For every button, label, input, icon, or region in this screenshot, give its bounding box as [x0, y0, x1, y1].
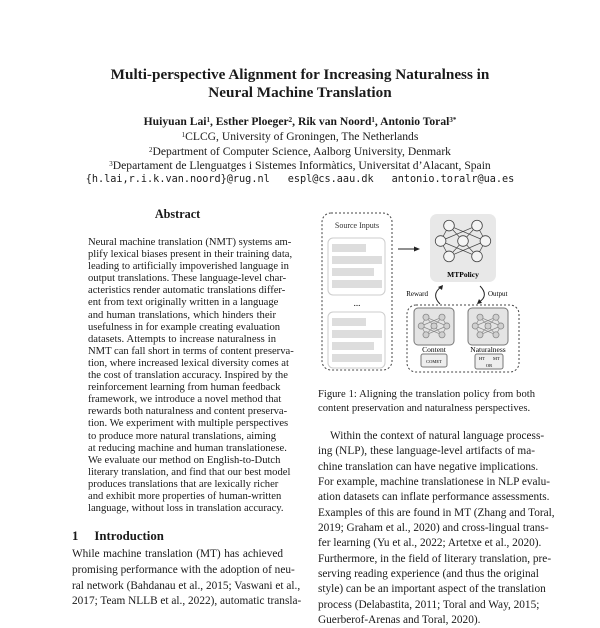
- author-affil-mark: 1: [371, 116, 375, 124]
- affil-text: Department of Computer Science, Aalborg University, Denmark: [152, 144, 451, 158]
- author-name: Rik van Noord: [297, 115, 372, 128]
- network-node: [458, 236, 469, 247]
- text-line: Neural machine translation (NMT) systems am-: [88, 237, 292, 248]
- arrow-head: [414, 247, 420, 252]
- text-line: and exhibit more properties of human-written: [88, 490, 282, 502]
- text-line: NMT can fall short in terms of content preserva-: [88, 345, 294, 357]
- network-node: [431, 323, 437, 329]
- author-list: Huiyuan Lai$^1$, Esther Ploeger$^2$, Rik van Noord$^1$, Antonio Toral$^{3*}$: [143, 115, 457, 128]
- text-line: leading to artificially impoverished language in: [88, 261, 289, 273]
- email[interactable]: {h.lai,r.i.k.van.noord}@rug.nl: [85, 174, 270, 185]
- text-bar: [332, 268, 374, 276]
- text-line: Figure 1: Aligning the translation policy from both: [318, 389, 535, 400]
- network-node: [418, 323, 424, 329]
- author: [380, 115, 456, 128]
- text-line: language, without loss in translation accuracy.: [88, 503, 284, 515]
- author-name: Antonio Toral: [380, 115, 450, 128]
- text-line: ing (NLP), these language-level artifacts of ma-: [318, 445, 535, 458]
- introduction-body: [72, 547, 302, 610]
- network-node: [493, 332, 499, 338]
- author-name: Huiyuan Lai: [143, 115, 207, 128]
- text-line: datasets. Attempts to increase naturalness in: [88, 333, 276, 345]
- author-affil-mark: 1: [206, 116, 210, 124]
- section-heading-introduction: [72, 529, 164, 544]
- text-line: ent from text originally written in a language: [88, 297, 279, 309]
- affiliation: [0, 130, 600, 145]
- text-line: We evaluate our method on English-to-Dutch: [88, 454, 281, 466]
- text-line: reinforcement learning from human feedback: [88, 382, 281, 394]
- network-node: [444, 251, 455, 262]
- naturalness-label: Naturalness: [470, 345, 506, 354]
- text-line: fer learning (Yu et al., 2022; Artetxe et al., 2020).: [318, 537, 542, 550]
- author: [298, 115, 375, 128]
- text-bar: [332, 280, 382, 288]
- network-node: [493, 314, 499, 320]
- affil-mark: 1: [181, 131, 186, 139]
- text-line: 2017; Team NLLB et al., 2022), automatic transla-: [72, 595, 302, 608]
- text-line: output translations. These language-level char-: [88, 273, 287, 285]
- text-line: ation datasets can inflate performance assessments.: [318, 491, 550, 504]
- network-node: [472, 220, 483, 231]
- reward-arrow: [436, 287, 441, 304]
- text-line: chine translation can have negative implications.: [318, 460, 539, 473]
- text-line: framework, we introduce a novel method that: [88, 394, 282, 406]
- author-name: Esther Ploeger: [215, 115, 289, 128]
- source-inputs-label: Source Inputs: [334, 221, 380, 230]
- text-line: For example, machine translationese in NLP evalu-: [318, 476, 551, 489]
- network-node: [477, 332, 483, 338]
- text-bar: [332, 318, 366, 326]
- text-line: produces translations that are lexically richer: [88, 478, 279, 490]
- paper-title: [0, 66, 600, 102]
- text-bar: [332, 244, 366, 252]
- network-node: [444, 220, 455, 231]
- right-column-body: [318, 429, 555, 628]
- text-line: ral network (Bahdanau et al., 2015; Vaswani et al.,: [72, 579, 301, 592]
- text-line: 2019; Graham et al., 2020) and cross-lingual trans-: [318, 522, 549, 535]
- author-affil-mark: 2: [288, 116, 293, 124]
- text-line: tion, where increased lexical diversity comes at: [88, 357, 289, 369]
- affil-mark: 3: [109, 160, 113, 169]
- text-line: While machine translation (MT) has achieved: [72, 548, 283, 560]
- output-arrow: [479, 286, 484, 302]
- network-node: [423, 332, 429, 338]
- affiliation: [0, 145, 600, 160]
- text-line: content preservation and naturalness perspectives.: [318, 403, 531, 414]
- section-title: Introduction: [94, 529, 164, 543]
- network-node: [472, 323, 478, 329]
- text-line: acteristics render automatic translations differ-: [88, 285, 286, 297]
- author-affil-mark: 3*: [449, 116, 457, 124]
- network-node: [480, 236, 491, 247]
- title-line: Multi-perspective Alignment for Increasing Naturalness in: [110, 66, 490, 83]
- ht-label: HT: [479, 356, 485, 361]
- comet-label: COMET: [426, 359, 442, 364]
- author: [216, 115, 292, 128]
- title-line: Neural Machine Translation: [208, 84, 392, 101]
- text-line: usefulness in for example creating evaluation: [88, 321, 281, 333]
- text-line: promising performance with the adoption of neu-: [72, 563, 295, 576]
- arrow-head: [477, 299, 482, 304]
- text-line: rewards both naturalness and content preserva-: [88, 406, 288, 418]
- reward-label: Reward: [406, 290, 428, 298]
- figure-1-caption: [318, 388, 535, 416]
- text-line: at reducing machine and human translationese.: [88, 442, 287, 454]
- email[interactable]: antonio.toralr@ua.es: [391, 174, 515, 185]
- ellipsis: ...: [353, 298, 361, 308]
- content-label: Content: [422, 345, 446, 354]
- network-node: [444, 323, 450, 329]
- text-bar: [332, 354, 382, 362]
- section-number: 1: [72, 529, 79, 543]
- network-node: [477, 314, 483, 320]
- text-line: to produce more natural translations, aiming: [88, 430, 276, 442]
- network-node: [423, 314, 429, 320]
- network-node: [472, 251, 483, 262]
- email[interactable]: espl@cs.aau.dk: [287, 174, 374, 185]
- text-line: Furthermore, in the field of literary translation, pre-: [318, 552, 552, 565]
- affil-text: Departament de Llenguatges i Sistemes Informàtics, Universitat d’Alacant, Spain: [112, 159, 491, 173]
- abstract-heading: Abstract: [154, 207, 201, 221]
- text-line: plify lexical biases present in their training data,: [88, 249, 293, 261]
- text-line: style) can be an important aspect of the translation: [318, 583, 546, 596]
- network-node: [498, 323, 504, 329]
- affiliation: [0, 159, 600, 174]
- network-node: [439, 332, 445, 338]
- text-line: literary translation, and find that our best model: [88, 466, 291, 478]
- text-line: the cost of translation accuracy. Inspired by the: [88, 370, 288, 382]
- text-line: tion. We experiment with multiple perspectives: [88, 418, 289, 430]
- text-line: process (Delabastita, 2011; Toral and Way, 2015;: [318, 598, 540, 611]
- text-bar: [332, 256, 382, 264]
- or-label: OR: [485, 363, 493, 368]
- abstract-body: [88, 237, 294, 515]
- network-node: [439, 314, 445, 320]
- text-bar: [332, 330, 382, 338]
- mt-policy-label: MTPolicy: [447, 270, 479, 279]
- output-label: Output: [488, 290, 508, 298]
- mt-label: MT: [493, 356, 500, 361]
- text-line: Examples of this are found in MT (Zhang and Toral,: [318, 506, 555, 519]
- affil-mark: 2: [149, 145, 153, 154]
- text-line: serving reading experience (and thus the original: [318, 568, 539, 581]
- network-node: [485, 323, 491, 329]
- text-line: and human translations, which hinders their: [88, 309, 276, 321]
- affil-text: CLCG, University of Groningen, The Netherlands: [185, 130, 419, 143]
- figure-1-diagram: [310, 200, 550, 390]
- text-bar: [332, 342, 374, 350]
- author: [144, 115, 210, 128]
- text-line: Within the context of natural language process-: [330, 430, 545, 442]
- network-node: [435, 236, 446, 247]
- text-line: Guerberof-Arenas and Toral, 2020).: [318, 614, 481, 627]
- email-list: [0, 173, 600, 187]
